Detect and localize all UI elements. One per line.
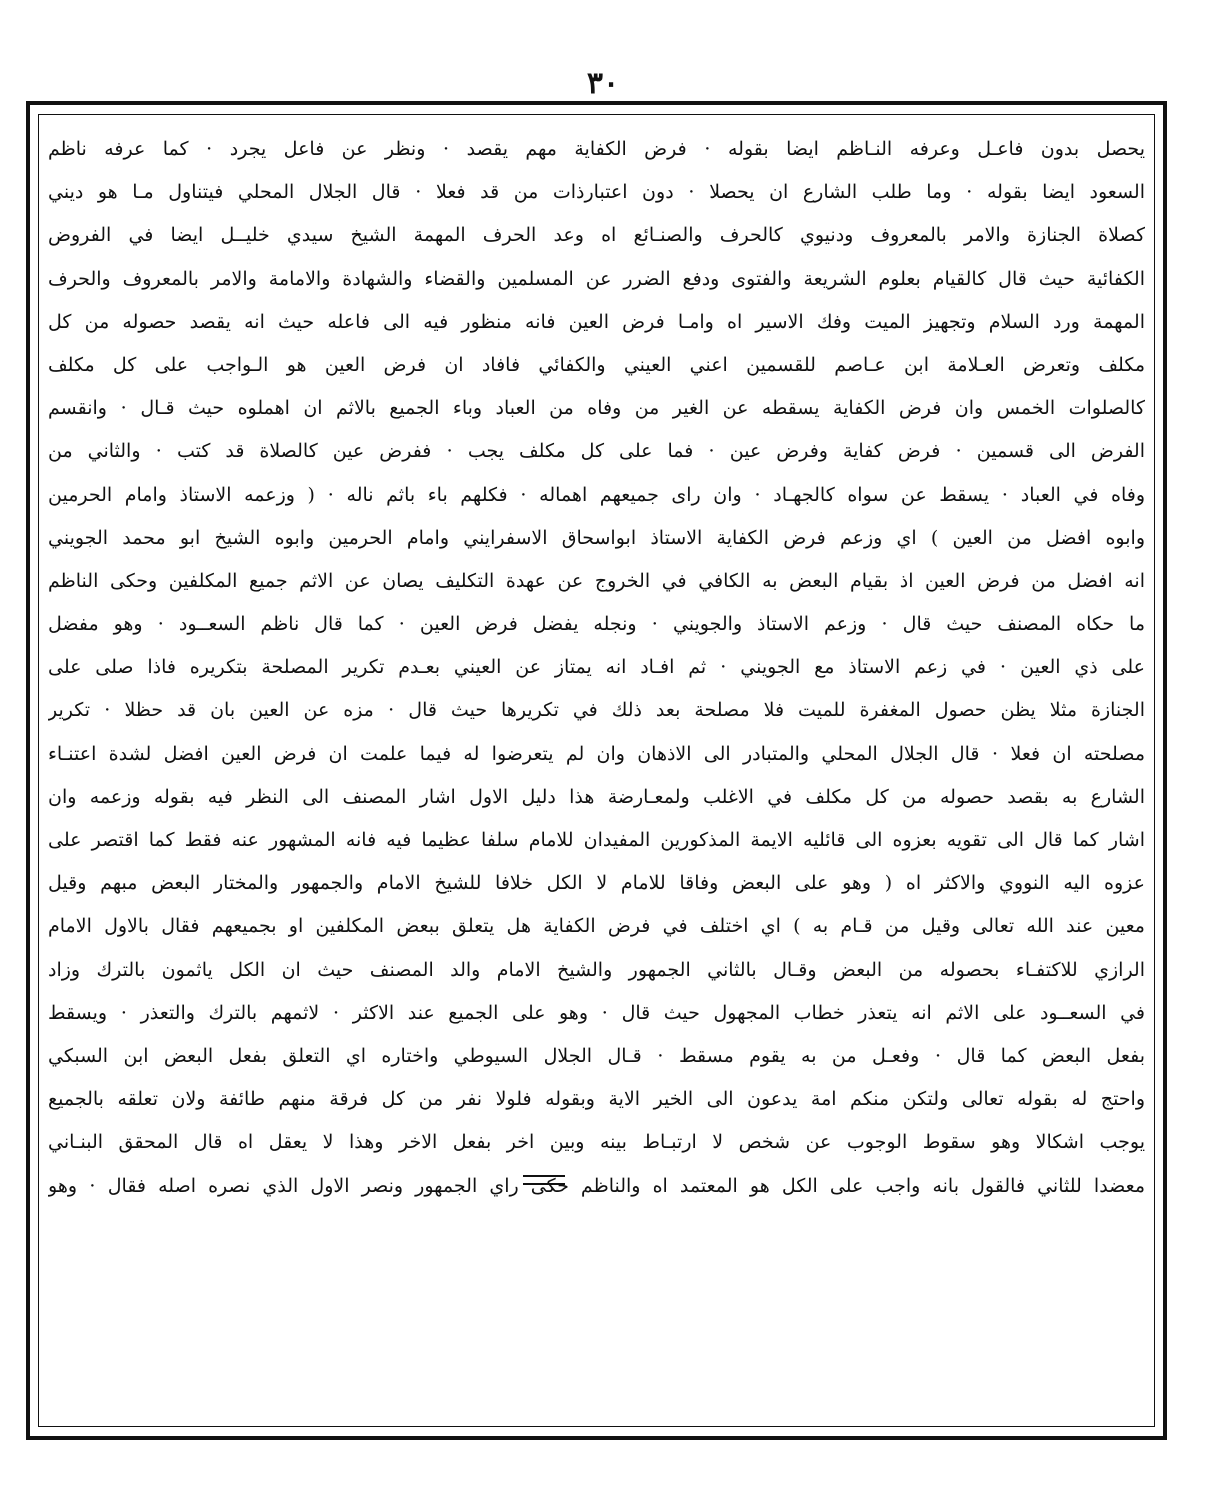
text-line: مصلحته ان فعلا ⋅ قال الجلال المحلي والمتبادر الى الاذهان وان لم يتعرضوا له فيما علمت ان فرض العين افضل لشدة اعتنـاء [48,742,1145,765]
text-body [48,128,1145,1423]
text-line: في السعــود على الاثم انه يتعذر خطاب المجهول حيث قال ⋅ وهو على الجميع عند الاكثر ⋅ لاثمهم بالترك والتعذر ⋅ ويسقط [48,1001,1145,1024]
text-line: يوجب اشكالا وهو سقوط الوجوب عن شخص لا ارتبـاط بينه وبين اخر بفعل الاخر وهذا لا يعقل اه قال المحقق البنـاني [48,1131,1145,1154]
text-line: معين عند الله تعالى وقيل من قـام به ) اي اختلف في فرض الكفاية هل يتعلق ببعض المكلفين او بجميعهم فقال بالاول الامام [48,915,1145,938]
text-line: الجنازة مثلا يظن حصول المغفرة للميت فلا مصلحة بعد ذلك في تكريرها حيث قال ⋅ مزه عن العين بان قد حظلا ⋅ تكرير [48,699,1145,722]
text-line: على ذي العين ⋅ في زعم الاستاذ مع الجويني ⋅ ثم افـاد انه يمتاز عن العيني بعـدم تكرير المصلحة بتكريره فاذا صلى على [48,656,1145,679]
text-line: كالصلوات الخمس وان فرض الكفاية يسقطه عن الغير من وفاه من العباد وباء الجميع بالاثم ان اهملوه حيث قـال ⋅ وانقسم [48,397,1145,420]
handwritten-underline-mark [523,1175,565,1185]
text-line: عزوه اليه النووي والاكثر اه ( وهو على البعض وفاقا للامام لا الكل خلافا للشيخ الامام والجمهور والمختار البعض مبهم وقيل [48,872,1145,895]
text-line: اشار كما قال الى تقويه بعزوه الى قائليه الايمة المذكورين المفيدان للامام سلفا عظيما فيه فانه المشهور عنه فقط كما اقتصر على [48,829,1145,851]
text-line: السعود ايضا بقوله ⋅ وما طلب الشارع ان يحصلا ⋅ دون اعتبارذات من قد فعلا ⋅ قال الجلال المحلي فيتناول مـا هو ديني [48,181,1145,204]
text-line: المهمة ورد السلام وتجهيز الميت وفك الاسير اه وامـا فرض العين فانه منظور فيه الى فاعله حيث انه يقصد حصوله من كل [48,310,1145,333]
text-line: الفرض الى قسمين ⋅ فرض كفاية وفرض عين ⋅ فما على كل مكلف يجب ⋅ ففرض عين كالصلاة قد كتب ⋅ والثاني من [48,440,1145,463]
text-line: واحتج له بقوله تعالى ولتكن منكم امة يدعون الى الخير الاية وبقوله فلولا نفر من كل فرقة منهم طائفة ولان تعلقه بالجميع [48,1088,1145,1111]
text-line: الشارع به بقصد حصوله من كل مكلف في الاغلب ولمعـارضة هذا دليل الاول اشار المصنف الى النظر فيه بقوله وزعمه وان [48,785,1145,808]
text-line: ما حكاه المصنف حيث قال ⋅ وزعم الاستاذ والجويني ⋅ ونجله يفضل فرض العين ⋅ كما قال ناظم السعــود ⋅ وهو مفضل [48,613,1145,636]
text-line: وفاه في العباد ⋅ يسقط عن سواه كالجهـاد ⋅ وان راى جميعهم اهماله ⋅ فكلهم باء باثم ناله ⋅ ( وزعمه الاستاذ وامام الحرمين [48,483,1145,506]
text-line: وابوه افضل من العين ) اي وزعم فرض الكفاية الاستاذ ابواسحاق الاسفرايني وامام الحرمين وابوه الشيخ ابو محمد الجويني [48,526,1145,549]
text-line: انه افضل من فرض العين اذ بقيام البعض به الكافي في الخروج عن عهدة التكليف يصان عن الاثم جميع المكلفين وحكى الناظم [48,569,1145,592]
text-line: مكلف وتعرض العـلامة ابن عـاصم للقسمين اعني العيني والكفائي فافاد ان فرض العين هو الـواجب على كل مكلف [48,353,1145,376]
text-line: كصلاة الجنازة والامر بالمعروف ودنيوي كالحرف والصنـائع اه وعد الحرف المهمة الشيخ سيدي خليــل ايضا في الفروض [48,224,1145,247]
page-number: ٣٠ [586,66,620,101]
text-line: يحصل بدون فاعـل وعرفه النـاظم ايضا بقوله ⋅ فرض الكفاية مهم يقصد ⋅ ونظر عن فاعل يجرد ⋅ كما عرفه ناظم [48,138,1145,160]
text-line: بفعل البعض كما قال ⋅ وفعـل من به يقوم مسقط ⋅ قـال الجلال السيوطي واختاره اي التعلق بفعل البعض ابن السبكي [48,1044,1145,1067]
text-line: معضدا للثاني فالقول بانه واجب على الكل هو المعتمد اه والناظم حكى راي الجمهور ونصر الاول الذي نصره اصله فقال ⋅ وهو [48,1174,1145,1197]
text-line: الكفائية حيث قال كالقيام بعلوم الشريعة والفتوى ودفع الضرر عن المسلمين والقضاء والشهادة والامامة والامر بالمعروف والحرف [48,267,1145,290]
text-line: الرازي للاكتفـاء بحصوله من البعض وقـال بالثاني الجمهور والشيخ الامام والد المصنف حيث ان الكل ياثمون بالترك وزاد [48,958,1145,981]
